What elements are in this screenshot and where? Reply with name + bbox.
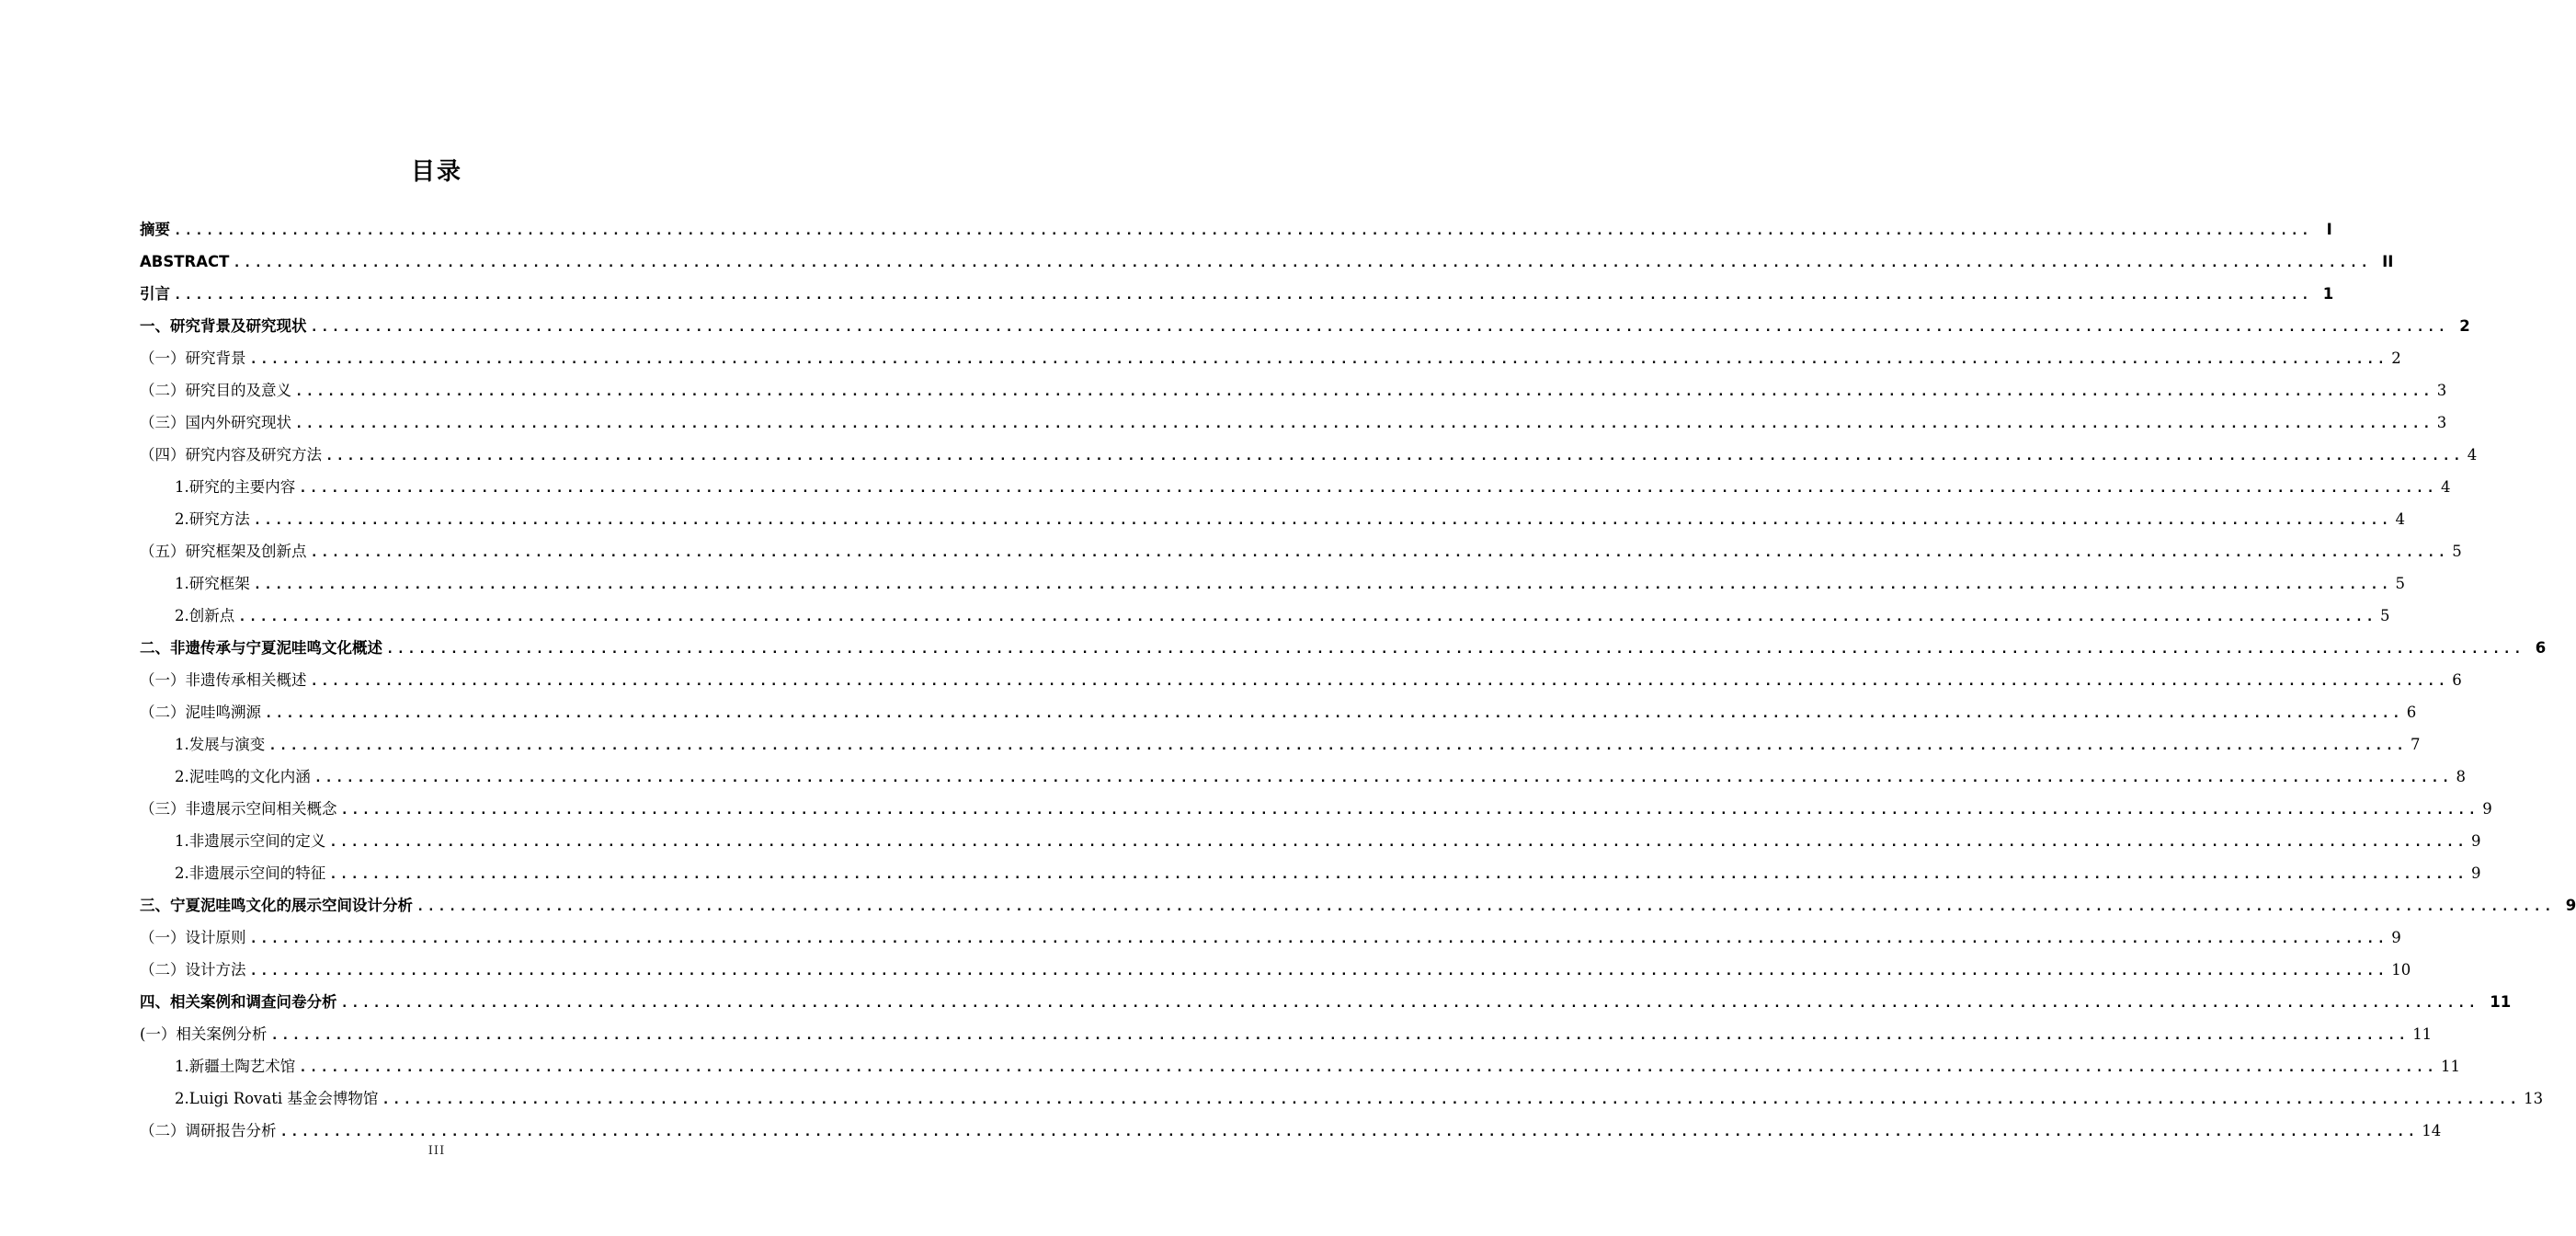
- toc-entry[interactable]: [140, 948, 2411, 980]
- toc-entry[interactable]: [140, 465, 2451, 498]
- toc-entry[interactable]: [140, 819, 2481, 852]
- toc-entry[interactable]: [140, 369, 2447, 401]
- toc-entry-page: 4: [2395, 510, 2405, 528]
- toc-entry-label: （一）非遗传承相关概述: [140, 671, 307, 689]
- toc-entry-page: 9: [2565, 897, 2576, 914]
- toc-entry-label: 摘要: [140, 221, 170, 238]
- toc-entry-label: （一）设计原则: [140, 929, 246, 946]
- toc-leader-dots: ........................................................................................................................................................................................................: [325, 449, 2464, 464]
- toc-entry-page: 5: [2380, 607, 2390, 624]
- toc-entry[interactable]: [140, 658, 2462, 691]
- toc-entry-page: 2: [2391, 349, 2401, 367]
- toc-entry-label: 三、宁夏泥哇鸣文化的展示空间设计分析: [140, 897, 413, 914]
- toc-entry-label: 1.研究的主要内容: [175, 478, 296, 496]
- toc-entry-label: ABSTRACT: [140, 253, 230, 270]
- toc-title: 目录: [410, 158, 462, 186]
- toc-entry-label: 2.Luigi Rovati 基金会博物馆: [175, 1090, 379, 1107]
- toc-leader-dots: ........................................................................................................................................................................................................: [268, 738, 2407, 753]
- toc-entry-label: （二）设计方法: [140, 961, 246, 978]
- toc-entry-page: 1: [2322, 285, 2334, 303]
- toc-entry[interactable]: [140, 401, 2447, 433]
- toc-entry-page: 4: [2441, 478, 2451, 496]
- toc-entry-page: 4: [2467, 446, 2478, 464]
- toc-leader-dots: ........................................................................................................................................................................................................: [382, 1093, 2521, 1107]
- toc-leader-dots: ........................................................................................................................................................................................................: [238, 610, 2377, 624]
- toc-leader-dots: ........................................................................................................................................................................................................: [253, 578, 2392, 592]
- toc-entry-label: 引言: [140, 285, 170, 303]
- toc-entry[interactable]: [140, 626, 2547, 658]
- toc-entry[interactable]: [140, 594, 2390, 626]
- toc-leader-dots: ........................................................................................................................................................................................................: [386, 642, 2525, 657]
- toc-entry[interactable]: [140, 1013, 2433, 1045]
- toc-entry-label: 2.非遗展示空间的特征: [175, 864, 326, 882]
- toc-entry[interactable]: [140, 884, 2576, 916]
- toc-entry[interactable]: [140, 272, 2334, 304]
- toc-leader-dots: ........................................................................................................................................................................................................: [310, 674, 2449, 689]
- toc-entry-label: 1.新疆土陶艺术馆: [175, 1058, 296, 1075]
- toc-entry[interactable]: [140, 304, 2470, 337]
- toc-leader-dots: ........................................................................................................................................................................................................: [295, 384, 2434, 399]
- toc-entry-label: 2.泥哇鸣的文化内涵: [175, 768, 311, 785]
- toc-entry-label: 二、非遗传承与宁夏泥哇鸣文化概述: [140, 639, 382, 657]
- toc-leader-dots: ........................................................................................................................................................................................................: [265, 706, 2403, 721]
- toc-leader-dots: ........................................................................................................................................................................................................: [270, 1028, 2410, 1043]
- toc-entry[interactable]: [140, 337, 2401, 369]
- toc-entry-label: （二）调研报告分析: [140, 1122, 277, 1139]
- toc-entry[interactable]: [140, 980, 2512, 1013]
- toc-entry-page: 11: [2441, 1058, 2460, 1075]
- toc-entry-page: 9: [2471, 832, 2481, 850]
- toc-entry[interactable]: [140, 916, 2401, 948]
- toc-leader-dots: ........................................................................................................................................................................................................: [253, 513, 2392, 528]
- toc-entry-page: II: [2382, 253, 2394, 270]
- toc-entry-page: 14: [2422, 1122, 2442, 1139]
- toc-entry[interactable]: [140, 1109, 2442, 1141]
- toc-leader-dots: ........................................................................................................................................................................................................: [313, 771, 2453, 785]
- toc-leader-dots: ........................................................................................................................................................................................................: [329, 867, 2468, 882]
- toc-entry[interactable]: [140, 498, 2405, 530]
- toc-entry-page: 6: [2535, 639, 2547, 657]
- toc-leader-dots: ........................................................................................................................................................................................................: [249, 352, 2388, 367]
- toc-entry-label: 四、相关案例和调查问卷分析: [140, 993, 337, 1011]
- toc-entry[interactable]: [140, 1045, 2460, 1077]
- toc-entry-page: 11: [2490, 993, 2512, 1011]
- toc-entry[interactable]: [140, 433, 2478, 465]
- toc-entry-label: 2.研究方法: [175, 510, 250, 528]
- toc-leader-dots: ........................................................................................................................................................................................................: [295, 417, 2434, 431]
- toc-entry-label: （三）非遗展示空间相关概念: [140, 800, 337, 818]
- toc-entry-label: 1.非遗展示空间的定义: [175, 832, 326, 850]
- toc-leader-dots: ........................................................................................................................................................................................................: [233, 256, 2372, 270]
- toc-entry[interactable]: [140, 530, 2462, 562]
- toc-entry[interactable]: [140, 723, 2421, 755]
- toc-entry-page: 8: [2456, 768, 2466, 785]
- toc-entry-label: （三）国内外研究现状: [140, 414, 291, 431]
- toc-entry-label: （二）泥哇鸣溯源: [140, 704, 261, 721]
- toc-entry-label: 1.研究框架: [175, 575, 250, 592]
- toc-entry-page: 10: [2391, 961, 2411, 978]
- toc-leader-dots: ........................................................................................................................................................................................................: [299, 481, 2437, 496]
- toc-leader-dots: ........................................................................................................................................................................................................: [416, 899, 2555, 914]
- toc-leader-dots: ........................................................................................................................................................................................................: [174, 223, 2312, 238]
- table-of-contents: [140, 208, 2576, 1141]
- toc-entry-page: 5: [2452, 543, 2462, 560]
- toc-entry[interactable]: [140, 1077, 2544, 1109]
- toc-leader-dots: ........................................................................................................................................................................................................: [340, 996, 2479, 1011]
- toc-entry-page: 9: [2391, 929, 2401, 946]
- toc-entry-label: (一）相关案例分析: [140, 1025, 268, 1043]
- toc-entry-page: 3: [2436, 382, 2447, 399]
- toc-leader-dots: ........................................................................................................................................................................................................: [310, 320, 2449, 335]
- toc-leader-dots: ........................................................................................................................................................................................................: [279, 1125, 2419, 1139]
- toc-entry[interactable]: [140, 240, 2394, 272]
- toc-leader-dots: ........................................................................................................................................................................................................: [340, 803, 2479, 818]
- page-number-footer: III: [427, 1144, 446, 1158]
- toc-entry-label: （一）研究背景: [140, 349, 246, 367]
- toc-entry[interactable]: [140, 755, 2466, 787]
- toc-entry-page: 6: [2406, 704, 2417, 721]
- toc-entry[interactable]: [140, 562, 2405, 594]
- toc-entry-page: I: [2326, 221, 2332, 238]
- toc-entry[interactable]: [140, 787, 2492, 819]
- toc-entry-label: 1.发展与演变: [175, 736, 266, 753]
- toc-entry-page: 7: [2411, 736, 2421, 753]
- toc-entry[interactable]: [140, 208, 2332, 240]
- toc-leader-dots: ........................................................................................................................................................................................................: [310, 545, 2449, 560]
- toc-entry-label: （五）研究框架及创新点: [140, 543, 307, 560]
- toc-entry-label: （二）研究目的及意义: [140, 382, 291, 399]
- toc-entry-page: 3: [2436, 414, 2447, 431]
- toc-entry-page: 5: [2395, 575, 2405, 592]
- toc-entry-page: 13: [2524, 1090, 2544, 1107]
- toc-entry-page: 9: [2482, 800, 2492, 818]
- toc-leader-dots: ........................................................................................................................................................................................................: [329, 835, 2468, 850]
- toc-entry[interactable]: [140, 852, 2481, 884]
- toc-entry-page: 11: [2412, 1025, 2433, 1043]
- toc-leader-dots: ........................................................................................................................................................................................................: [299, 1060, 2437, 1075]
- toc-entry-label: 一、研究背景及研究现状: [140, 317, 307, 335]
- toc-entry[interactable]: [140, 691, 2417, 723]
- toc-entry-page: 6: [2452, 671, 2462, 689]
- toc-entry-label: 2.创新点: [175, 607, 235, 624]
- toc-entry-page: 2: [2459, 317, 2470, 335]
- toc-leader-dots: ........................................................................................................................................................................................................: [174, 288, 2312, 303]
- toc-leader-dots: ........................................................................................................................................................................................................: [249, 964, 2388, 978]
- toc-entry-label: （四）研究内容及研究方法: [140, 446, 322, 464]
- toc-leader-dots: ........................................................................................................................................................................................................: [249, 932, 2388, 946]
- toc-entry-page: 9: [2471, 864, 2481, 882]
